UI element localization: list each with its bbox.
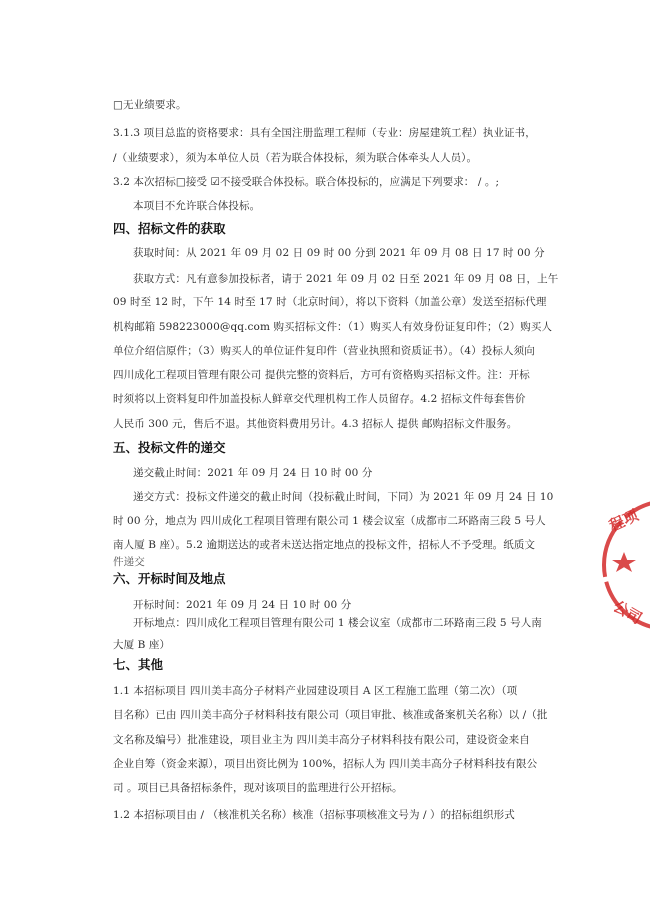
text-line: 四川成化工程项目管理有限公司 提供完整的资料后，方可有资格购买招标文件。注：开标 [113,369,530,381]
text-line: 递交截止时间：2021 年 09 月 24 日 10 时 00 分 [133,467,373,479]
section-heading-4: 四、招标文件的获取 [113,221,226,236]
text-line: 目名称）已由 四川美丰高分子材料科技有限公司（项目审批、核准或备案机关名称）以 /（批 [113,709,548,721]
text-line: 企业自筹（资金来源），项目出资比例为 100%，招标人为 四川美丰高分子材料科技有限公 [113,758,538,770]
company-seal [598,490,650,640]
seal-text-bottom: 公司 [610,597,646,628]
text-line: □无业绩要求。 [113,99,187,111]
text-line: 单位介绍信原件；（3）购买人的单位证件复印件（营业执照和资质证书）。（4）投标人须向 [113,345,535,357]
section-heading-6: 六、开标时间及地点 [113,571,226,586]
text-line: 3.1.3 项目总监的资格要求：具有全国注册监理工程师（专业：房屋建筑工程）执业证书， [113,127,536,139]
text-line: 司 。项目已具备招标条件，现对该项目的监理进行公开招标。 [113,782,403,794]
text-line: 机构邮箱 598223000@qq.com 购买招标文件：（1）购买人有效身份证复印件；（2）购买人 [113,321,553,333]
seal-text-top: 程项 [606,506,642,536]
text-line: 1.2 本招标项目由 / （核准机关名称）核准（招标事项核准文号为 / ）的招标组织形式 [113,809,515,821]
text-line: 人民币 300 元，售后不退。其他资料费用另计。4.3 招标人 提供 邮购招标文件服务。 [113,418,518,430]
text-line: 开标时间：2021 年 09 月 24 日 10 时 00 分 [133,599,352,611]
text-line: 开标地点：四川成化工程项目管理有限公司 1 楼会议室（成都市二环路南三段 5 号人南 [133,617,542,629]
text-line: 时 00 分，地点为 四川成化工程项目管理有限公司 1 楼会议室（成都市二环路南三段 5 号人 [113,515,546,527]
text-line: 获取方式：凡有意参加投标者，请于 2021 年 09 月 02 日至 2021 年 09 月 08 日，上午 [133,273,559,285]
section-heading-5: 五、投标文件的递交 [113,440,226,455]
text-line: 大厦 B 座） [113,639,171,651]
text-line: 3.2 本次招标□接受 ☑不接受联合体投标。联合体投标的，应满足下列要求： / 。; [113,176,500,188]
text-line: 1.1 本招标项目 四川美丰高分子材料产业园建设项目 A 区工程施工监理（第二次）（项 [113,685,518,697]
section-heading-7: 七、其他 [113,657,164,672]
text-line: 09 时至 12 时，下午 14 时至 17 时（北京时间），将以下资料（加盖公章）发送至招标代理 [113,296,547,308]
text-line: 时须将以上资料复印件加盖投标人鲜章交代理机构工作人员留存。4.2 招标文件每套售价 [113,393,526,405]
text-line: /（业绩要求），须为本单位人员（若为联合体投标，须为联合体牵头人人员）。 [113,152,478,164]
text-line: 本项目不允许联合体投标。 [133,200,261,212]
text-line: 南人厦 B 座）。5.2 逾期送达的或者未送达指定地点的投标文件，招标人不予受理。纸质文 [113,539,536,551]
text-line: 件递交 [113,556,145,568]
text-line: 文名称及编号）批准建设，项目业主为 四川美丰高分子材料科技有限公司，建设资金来自 [113,734,530,746]
text-line: 获取时间：从 2021 年 09 月 02 日 09 时 00 分到 2021 年 09 月 08 日 17 时 00 分 [133,247,545,259]
text-line: 递交方式：投标文件递交的截止时间（投标截止时间，下同）为 2021 年 09 月 24 日 10 [133,491,554,503]
